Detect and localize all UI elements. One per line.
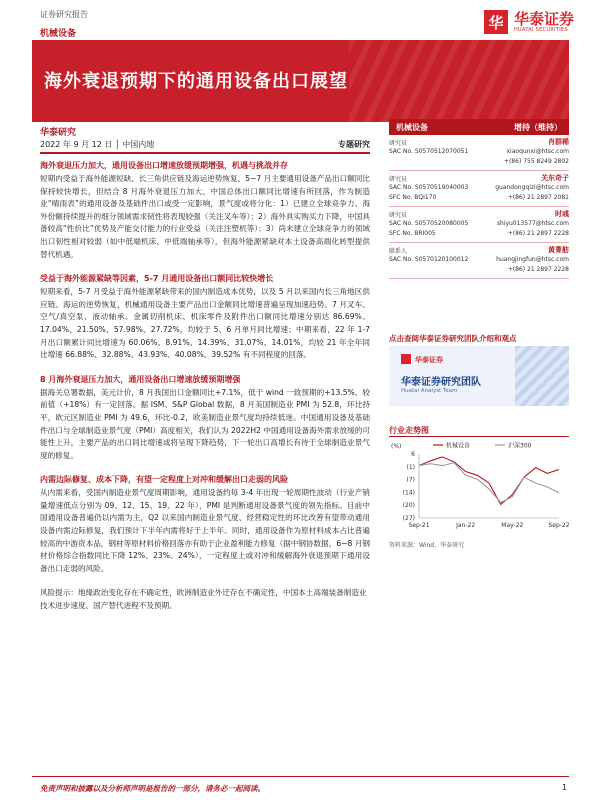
- analyst-role: 联系人: [389, 248, 408, 255]
- section-2: [40, 273, 370, 362]
- analyst-card: [389, 135, 569, 171]
- analyst-card: [389, 207, 569, 243]
- analyst-sac: SAC No. S0570520080005: [389, 220, 469, 227]
- page-number: 1: [561, 783, 567, 792]
- report-type: 专题研究: [338, 140, 370, 149]
- analyst-name: 肖群稀: [548, 138, 569, 146]
- section-heading: 受益于海外能源紧缺等因素，5-7 月通用设备出口额同比较快增长: [40, 274, 274, 284]
- y-tick-label: 6: [411, 451, 415, 458]
- y-tick-label: (7): [406, 476, 415, 484]
- analyst-sac: SAC No. S0570120100012: [389, 256, 469, 263]
- chart-source: 资料来源：Wind，华泰研究: [389, 542, 465, 549]
- industry-trend-chart: [389, 440, 569, 535]
- title-banner: [32, 40, 569, 122]
- promo-artwork: [515, 346, 569, 406]
- rating: 增持（维持）: [514, 122, 562, 132]
- y-unit-label: (%): [391, 443, 402, 450]
- analyst-list: [389, 135, 569, 279]
- title-divider: [40, 152, 370, 154]
- analyst-name: 时彧: [555, 210, 569, 218]
- promo-logo-mark: [401, 354, 411, 364]
- section-heading: 内需边际修复、成本下降，有望一定程度上对冲和缓解出口走弱的风险: [40, 475, 288, 485]
- sector-rating-header: [389, 119, 569, 135]
- analyst-sac: SAC No. S0570512070051: [389, 148, 469, 155]
- chart-svg: [389, 440, 569, 535]
- series-line-machinery: [419, 457, 559, 505]
- industry-category: 机械设备: [40, 29, 77, 39]
- analyst-phone: +(86) 755 8249 2802: [503, 158, 569, 165]
- disclaimer-note: 免责声明和披露以及分析师声明是报告的一部分，请务必一起阅读。: [40, 784, 265, 793]
- y-tick-label: (27): [402, 515, 415, 522]
- y-tick-label: (14): [402, 489, 415, 497]
- section-4: [40, 474, 370, 575]
- sidebar: [389, 119, 569, 279]
- analyst-phone: +(86) 21 2897 2228: [507, 266, 569, 273]
- section-1: [40, 160, 370, 261]
- banner-decoration: [349, 40, 569, 122]
- huatai-logo: [484, 10, 574, 34]
- analyst-email[interactable]: huangjingfun@htsc.com: [496, 256, 569, 263]
- promo-title: 华泰证券研究团队: [401, 377, 481, 388]
- x-tick-label: Jan-22: [456, 522, 476, 529]
- analyst-phone: +(86) 21 2897 2081: [507, 194, 569, 201]
- report-type-label: 证券研究报告: [40, 10, 88, 19]
- analyst-role: 研究员: [389, 176, 408, 183]
- sector-name: 机械设备: [396, 122, 428, 132]
- analyst-name: 黄菁舫: [548, 246, 569, 254]
- analyst-role: 研究员: [389, 140, 408, 147]
- analyst-email[interactable]: xiaoqunxi@htsc.com: [506, 148, 569, 155]
- research-team-banner[interactable]: [389, 346, 569, 406]
- section-heading: 海外衰退压力加大，通用设备出口增速放缓预期增强，机遇与挑战并存: [40, 161, 288, 170]
- y-tick-label: (20): [402, 502, 415, 510]
- analyst-email[interactable]: guandongqizi@htsc.com: [495, 184, 569, 191]
- meta-row: [40, 139, 370, 151]
- analyst-name: 关东奇子: [541, 174, 569, 182]
- main-content: [40, 160, 370, 613]
- x-tick-label: Sep-22: [548, 522, 569, 529]
- y-tick-label: (1): [406, 463, 415, 471]
- logo-chinese-name: 华泰证券: [513, 10, 574, 28]
- chart-divider: [389, 436, 569, 437]
- risk-warning: 风险提示：地缘政治变化存在不确定性，欧洲制造业外迁存在不确定性，中国本土高端装备制造业技术进步速度、国产替代进程不及预期。: [40, 588, 367, 611]
- huatai-logo-mark: 华: [484, 10, 508, 34]
- promo-logo-text: 华泰证券: [415, 356, 443, 364]
- section-3: [40, 374, 370, 463]
- section-body: 短期内受益于海外能源短缺、长三角供应链及海运逆势恢复，5~7 月主要通用设备产品出口额同比保持较快增长，但结合 8 月海外衰退压力加大、中国总体出口额同比增速有所回落，作为制造业“晴雨表”的通用设备及基础件出口或受一定影响，景气度或将分化：1）已建立全球竞争力、海外份额持续提升的细分领域需求韧性将表现较强（关注叉车等）；2）海外具实购买力下降，中国具备较高“性价比”优势及产能交付能力的行业受益（关注注塑机等）；3）尚未建立全球竞争力的领域出口韧性相对较弱（如中低端机床、中低端轴承等），但海外能源紧缺对本土设备高端化转型提供替代机遇。: [40, 174, 370, 259]
- footer-divider: [32, 776, 569, 777]
- analyst-sac: SAC No. S0570519040003: [389, 184, 469, 191]
- analyst-phone: +(86) 21 2897 2228: [507, 230, 569, 237]
- x-tick-label: May-22: [501, 522, 524, 529]
- chart-section-title: 行业走势图: [389, 426, 429, 435]
- research-team-link[interactable]: 点击查阅华泰证券研究团队介绍和观点: [389, 334, 517, 343]
- section-body: 从内需来看，受国内制造业景气度周期影响，通用设备约每 3-4 年出现一轮周期性波动（行业产销量增速低点分别为 09、12、15、19、22 年），PMI 是判断通用设备景气度的领先指标。目前中国通用设备普遍仍以内需为主，Q2 以来国内制造业景气度、经营稳定性的环比改善有望带动通用设备内需边际修复，我们预计下半年内需将好于上半年。同时，通用设备作为原材料成本占比普遍较高的中游资本品，钢材等原材料价格回落亦有助于企业盈利能力修复（据中钢协数据，6~8 月钢材价格综合指数同比下降 12%、23%、24%），一定程度上或对冲和缓解海外衰退预期下通用设备出口走弱的风险。: [40, 488, 370, 573]
- report-date: 2022 年 9 月 12 日 │ 中国内地: [40, 140, 155, 149]
- legend-label: 沪深300: [508, 442, 532, 450]
- section-body: 据海关总署数据，美元计价，8 月我国出口金额同比+7.1%，低于 wind 一致预期的+13.5%、较前值（+18%）有一定回落。据 ISM、S&P Global 数据，8 月美国制造业 PMI 为 52.8，环比持平，欧元区制造业 PMI 为 49.6，环比-0.2，欧美制造业景气度均持续低迷。中国通用设备及基础件出口与全球制造业景气度（PMI）高度相关，我们认为 2022H2 中国通用设备海外需求放缓的可能性上升，主要产品的出口同比增速或将呈现下降趋势，下一轮出口高增长有待于全球制造业景气度的修复。: [40, 387, 370, 460]
- analyst-card: [389, 243, 569, 279]
- analyst-sfc: SFC No. BQI170: [389, 194, 437, 201]
- x-tick-label: Sep-21: [408, 522, 430, 529]
- page-title: 海外衰退预期下的通用设备出口展望: [44, 71, 348, 92]
- analyst-sfc: SFC No. BRI005: [389, 230, 436, 237]
- analyst-card: [389, 171, 569, 207]
- section-heading: 8 月海外衰退压力加大，通用设备出口增速放缓预期增强: [40, 374, 241, 384]
- research-source: 华泰研究: [40, 128, 77, 138]
- analyst-role: 研究员: [389, 212, 408, 219]
- analyst-email[interactable]: shiyu013577@htsc.com: [496, 220, 569, 227]
- logo-english-name: HUATAI SECURITIES: [513, 27, 568, 33]
- promo-subtitle: Huatai Analyst Team: [401, 388, 458, 394]
- legend-label: 机械设备: [446, 442, 471, 450]
- section-body: 短期来看，5-7 月受益于海外能源紧缺带来的国内制造成本优势，以及 5 月以来国内长三角地区供应链、海运的逆势恢复，机械通用设备主要产品出口金额同比增速普遍呈现加速趋势。7 月叉车、空气/真空泵、液动轴承、金属切削机床、机床零件及附件出口额同比增速分别达 86.69%、17.04%、21.50%、57.98%、27.72%，均较于 5、6 月单月同比增速；中期来看，22 年 1-7 月出口额累计同比增速为 60.06%、8.91%、14.39%、31.07%、14.01%，均较 21 年全年同比增速 66.88%、32.88%、43.93%、40.08%、39.52% 有不同程度的回落。: [40, 287, 370, 360]
